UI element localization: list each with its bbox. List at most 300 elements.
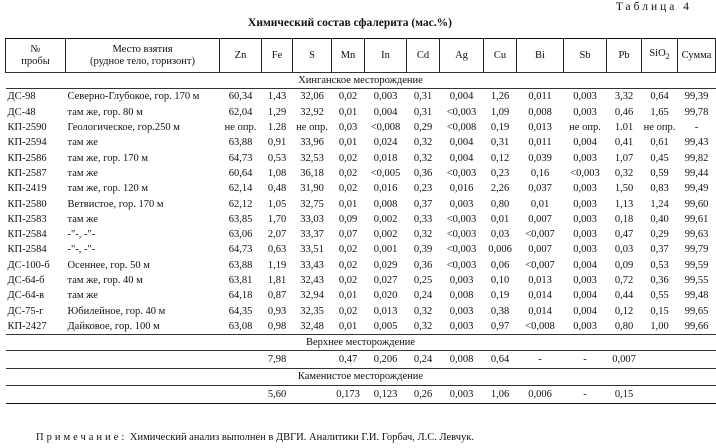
value-cell: 0,36 [413,259,433,271]
table-row [6,181,716,196]
value-cell: 0,003 [449,275,474,286]
value-cell: 32,94 [300,290,324,302]
value-cell: 0,15 [650,305,669,317]
value-cell: 0,09 [338,213,358,225]
value-cell: 0,01 [338,106,358,118]
value-cell [220,385,262,403]
value-cell [642,385,678,403]
value-cell [220,351,262,369]
header-s: S [293,39,332,73]
value-cell: 0,016 [373,183,398,195]
location-cell: там же, гор. 170 м [67,152,148,164]
sample-id-cell: КП-2587 [7,167,47,179]
value-cell: 64,18 [228,290,253,302]
sample-id-cell: КП-2427 [7,320,47,332]
sample-id-cell [6,351,66,369]
value-cell: 0,07 [338,229,358,241]
value-cell: не опр. [224,122,257,134]
footnote-text: Химический анализ выполнен в ДВГИ. Аналитики Г.И. Горбач, Л.С. Левчук. [129,432,475,443]
value-cell: 99,60 [684,198,709,210]
value-cell: не опр. [296,122,328,134]
table-row [6,196,716,211]
value-cell: 99,43 [684,137,709,149]
value-cell: 1,70 [267,213,287,225]
value-cell: 31,90 [300,183,324,195]
value-cell: 0,003 [449,198,474,210]
value-cell: 0,32 [614,167,634,179]
value-cell: 0,007 [528,244,552,256]
value-cell: 0,003 [573,229,597,241]
value-cell: 32,92 [300,106,324,118]
value-cell: 0,10 [490,275,510,286]
value-cell: 0,59 [650,167,669,179]
value-cell: 0,02 [338,244,358,256]
value-cell: <0,008 [525,320,555,332]
table-row [6,89,716,105]
value-cell: 0,03 [614,244,634,256]
value-cell: 0,039 [528,152,552,164]
table-row [6,166,716,181]
value-cell: 0,91 [267,137,287,149]
value-cell: 99,39 [684,91,709,103]
value-cell: 0,02 [338,305,358,317]
value-cell: 64,35 [228,305,253,317]
value-cell: 32,48 [300,320,324,332]
value-cell: 0,005 [373,320,398,332]
value-cell: 0,014 [528,290,552,302]
footnote-label: Примечание: [36,432,128,443]
value-cell: 36,18 [300,167,324,179]
value-cell: 0,004 [449,152,474,164]
value-cell: 0,03 [338,122,358,134]
header-sample-id: № пробы [6,39,66,73]
value-cell: 0,004 [573,305,597,317]
value-cell: 0,003 [449,320,474,332]
value-cell: 0,004 [573,290,597,302]
table-body [6,73,716,404]
sample-id-cell [6,385,66,403]
value-cell: 0,41 [614,137,634,149]
value-cell: 63,81 [228,275,253,286]
value-cell: <0,003 [446,259,477,271]
value-cell: 1,19 [267,259,287,271]
value-cell: 0,32 [413,229,433,241]
value-cell: 0,02 [338,152,358,164]
location-cell: там же, гор. 80 м [67,106,143,118]
value-cell: 0,01 [338,137,358,149]
value-cell: 0,014 [528,305,552,317]
value-cell: 63,08 [228,320,253,332]
value-cell: 0,003 [449,305,474,317]
location-cell: там же [67,167,98,179]
value-cell: 1,06 [484,385,517,403]
value-cell: 0,01 [490,213,510,225]
value-cell: <0,003 [446,244,477,256]
value-cell: 0,206 [373,354,398,366]
value-cell: 0,16 [530,167,550,179]
location-cell [66,385,220,403]
value-cell: 0,39 [413,244,433,256]
section-header [6,369,716,385]
table-row [6,227,716,242]
sample-id-cell: КП-2590 [7,122,47,134]
table-row [6,319,716,335]
header-in: In [365,39,407,73]
value-cell: 0,31 [413,106,433,118]
value-cell: 0,64 [650,91,669,103]
section-name: Каменистое месторождение [6,369,716,385]
header-bi: Bi [517,39,564,73]
table-row [6,105,716,120]
value-cell: 63,88 [228,259,253,271]
value-cell: 0,45 [650,152,669,164]
value-cell: 0,008 [528,106,552,118]
value-cell: 0,011 [528,91,552,103]
location-cell: Дайковое, гор. 100 м [67,320,160,332]
table-number: Таблица 4 [615,1,692,13]
value-cell: 0,016 [449,183,474,195]
sample-id-cell: КП-2586 [7,152,47,164]
value-cell: 60,34 [228,91,253,103]
composition-table [5,38,716,404]
value-cell: 0,02 [338,259,358,271]
location-cell [66,351,220,369]
value-cell: 0,002 [373,213,398,225]
header-pb: Pb [607,39,642,73]
value-cell [293,351,332,369]
location-cell: там же [67,137,98,149]
value-cell: <0,008 [446,122,477,134]
value-cell: 62,04 [228,106,253,118]
table-row [6,288,716,303]
value-cell: 0,003 [573,198,597,210]
value-cell: 0,32 [413,320,433,332]
value-cell: 0,003 [573,244,597,256]
location-cell: Осеннее, гор. 50 м [67,259,150,271]
table-row [6,135,716,150]
value-cell: 0,02 [338,91,358,103]
value-cell: 99,65 [684,305,709,317]
value-cell: 63,06 [228,229,253,241]
value-cell: 0,003 [373,91,398,103]
value-cell: 0,013 [528,122,552,134]
value-cell: 0,36 [413,167,433,179]
value-cell: 0,53 [267,152,287,164]
value-cell: 33,96 [300,137,324,149]
value-cell: 3,32 [614,91,634,103]
value-cell: 0,004 [373,106,398,118]
value-cell: <0,003 [446,167,477,179]
value-cell: 1,08 [267,167,287,179]
value-cell: 0,018 [373,152,398,164]
value-cell: 1,09 [490,106,510,118]
value-cell: 62,14 [228,183,253,195]
value-cell: 0,004 [449,137,474,149]
value-cell: 0,020 [373,290,398,302]
value-cell: 0,029 [373,259,398,271]
value-cell: 2,26 [490,183,510,195]
location-cell: Геологическое, гор.250 м [67,122,180,134]
header-cu: Cu [484,39,517,73]
value-cell [642,351,678,369]
location-cell: -"-, -"- [67,229,96,241]
value-cell: <0,003 [446,213,477,225]
value-cell: 0,02 [338,183,358,195]
value-cell: 32,53 [300,152,324,164]
value-cell: 0,12 [490,152,510,164]
value-cell: 0,33 [413,213,433,225]
table-row [6,273,716,288]
value-cell: 0,55 [650,290,669,302]
value-cell: 0,64 [490,354,510,366]
value-cell: 0,003 [573,91,597,103]
section-header [6,73,716,89]
section-header [6,335,716,351]
header-mn: Mn [332,39,365,73]
value-cell: 32,75 [300,198,324,210]
value-cell: 64,73 [228,244,253,256]
value-cell: 33,51 [300,244,324,256]
table-row [6,385,716,403]
header-total: Сумма [678,39,716,73]
value-cell: 33,43 [300,259,324,271]
value-cell: 0,61 [650,137,669,149]
value-cell: - [538,354,542,366]
value-cell: 0,25 [413,275,433,286]
value-cell: 0,007 [612,354,636,366]
value-cell: 0,02 [338,275,358,286]
value-cell: 32,06 [300,91,324,103]
value-cell: <0,003 [570,167,600,179]
value-cell: 0,12 [614,305,634,317]
value-cell: 0,006 [488,244,512,256]
value-cell: 0,003 [573,275,597,286]
value-cell: 0,002 [373,229,398,241]
location-cell: там же, гор. 120 м [67,183,148,195]
value-cell: 33,03 [300,213,324,225]
value-cell: 1,24 [650,198,669,210]
value-cell: 0,46 [614,106,634,118]
value-cell: <0,007 [525,229,555,241]
value-cell: 0,013 [528,275,552,286]
value-cell: 0,98 [267,320,287,332]
value-cell: 0,83 [650,183,669,195]
table-row [6,351,716,369]
sample-id-cell: КП-2584 [7,244,47,256]
location-cell: Юбилейное, гор. 40 м [67,305,166,317]
value-cell: <0,007 [525,259,555,271]
value-cell: - [564,385,607,403]
sample-id-cell: ДС-100-б [7,259,50,271]
value-cell: 0,36 [650,275,669,286]
value-cell: 0,02 [338,167,358,179]
value-cell: 0,003 [573,320,597,332]
value-cell: 1,07 [614,152,634,164]
value-cell: 0,80 [490,198,510,210]
value-cell: 0,93 [267,305,287,317]
value-cell: 0,23 [413,183,433,195]
sample-id-cell: КП-2594 [7,137,47,149]
value-cell: 0,003 [573,183,597,195]
value-cell: 0,53 [650,259,669,271]
value-cell: 99,79 [684,244,709,256]
value-cell: 0,48 [267,183,287,195]
value-cell: 0,01 [338,320,358,332]
header-location: Место взятия (рудное тело, горизонт) [66,39,220,73]
header-fe: Fe [262,39,293,73]
footnote [36,432,474,443]
header-ag: Ag [440,39,484,73]
location-cell: Ветвистое, гор. 170 м [67,198,164,210]
value-cell: 32,43 [300,275,324,286]
sample-id-cell: КП-2419 [7,183,47,195]
value-cell: 0,24 [413,290,433,302]
value-cell: 1,65 [650,106,669,118]
value-cell: 60,64 [228,167,253,179]
value-cell: 0,003 [573,152,597,164]
value-cell: 0,007 [528,213,552,225]
value-cell: 7,98 [267,354,287,366]
value-cell: 0,37 [413,198,433,210]
value-cell: 1,00 [650,320,669,332]
table-title: Химический состав сфалерита (мас.%) [248,17,452,29]
value-cell: 2,07 [267,229,287,241]
value-cell: не опр. [569,122,601,134]
value-cell: 99,63 [684,229,709,241]
value-cell [678,351,716,369]
value-cell: 1.01 [614,122,634,134]
value-cell: 0,63 [267,244,287,256]
value-cell: 0,004 [573,137,597,149]
value-cell: 0,004 [573,259,597,271]
value-cell: 0,87 [267,290,287,302]
value-cell: 0,80 [614,320,634,332]
sample-id-cell: ДС-64-в [7,290,45,302]
value-cell: 0,31 [413,91,433,103]
value-cell: 64,73 [228,152,253,164]
value-cell: 0,19 [490,122,510,134]
location-cell: там же [67,213,98,225]
value-cell: 0,037 [528,183,552,195]
header-row [6,39,716,73]
sample-id-cell: ДС-98 [7,91,36,103]
value-cell: 33,37 [300,229,324,241]
location-cell: там же, гор. 40 м [67,275,143,286]
value-cell: 0,03 [490,229,510,241]
value-cell: 0,008 [373,198,398,210]
value-cell: 99,44 [684,167,709,179]
value-cell: 32,35 [300,305,324,317]
header-zn: Zn [220,39,262,73]
value-cell [678,385,716,403]
value-cell: 0,31 [490,137,510,149]
value-cell: 0,027 [373,275,398,286]
value-cell: 1,05 [267,198,287,210]
value-cell: 0,37 [650,244,669,256]
value-cell: 0,38 [490,305,510,317]
value-cell: 0,008 [449,354,474,366]
value-cell: 0,004 [449,91,474,103]
sample-id-cell: КП-2580 [7,198,47,210]
header-cd: Cd [407,39,440,73]
value-cell: 0,003 [573,213,597,225]
value-cell: 0,003 [573,106,597,118]
header-sio₂: SiO$_2$ [642,39,678,73]
value-cell: 1,26 [490,91,510,103]
value-cell: - [694,122,699,134]
value-cell: 0,29 [650,229,669,241]
value-cell: 1,13 [614,198,634,210]
value-cell: 0,32 [413,305,433,317]
value-cell: не опр. [643,122,676,134]
table-row [6,120,716,135]
value-cell: 63,88 [228,137,253,149]
value-cell: 0,23 [490,167,510,179]
value-cell: 0,01 [530,198,550,210]
value-cell: 0,44 [614,290,634,302]
value-cell: 1,29 [267,106,287,118]
value-cell: 0,18 [614,213,634,225]
value-cell: 99,78 [684,106,709,118]
value-cell: 0,024 [373,137,398,149]
value-cell: 0,011 [528,137,552,149]
value-cell: 0,24 [413,354,433,366]
value-cell: 99,59 [684,259,709,271]
section-name: Хинганское месторождение [6,73,716,89]
value-cell: 0,006 [517,385,564,403]
value-cell: 0,09 [614,259,634,271]
value-cell: 0,47 [338,354,358,366]
location-cell: -"-, -"- [67,244,96,256]
value-cell: 0,97 [490,320,510,332]
value-cell: 0,013 [373,305,398,317]
value-cell: 0,47 [614,229,634,241]
table-row [6,150,716,165]
value-cell: - [583,354,587,366]
value-cell: 0,72 [614,275,634,286]
value-cell: <0,005 [370,167,401,179]
value-cell: <0,003 [446,106,477,118]
table-row [6,242,716,257]
table-row [6,212,716,227]
sample-id-cell: КП-2584 [7,229,47,241]
value-cell: 0,123 [365,385,407,403]
value-cell: 0,001 [373,244,398,256]
location-cell: там же [67,290,98,302]
table-row [6,258,716,273]
value-cell: 63,85 [228,213,253,225]
sample-id-cell: ДС-48 [7,106,36,118]
value-cell: 0,173 [332,385,365,403]
value-cell: 99,82 [684,152,709,164]
value-cell: 0,32 [413,152,433,164]
value-cell: 0,40 [650,213,669,225]
value-cell: 99,66 [684,320,709,332]
value-cell: 0,003 [440,385,484,403]
value-cell: 1,50 [614,183,634,195]
value-cell: 0,19 [490,290,510,302]
table-row [6,303,716,318]
sample-id-cell: ДС-75-г [7,305,44,317]
value-cell: 0,008 [449,290,474,302]
section-name: Верхнее месторождение [6,335,716,351]
value-cell [293,385,332,403]
header-sb: Sb [564,39,607,73]
value-cell: 99,49 [684,183,709,195]
location-cell: Северно-Глубокое, гор. 170 м [67,91,200,103]
value-cell: 1,81 [267,275,287,286]
sample-id-cell: ДС-64-б [7,275,45,286]
